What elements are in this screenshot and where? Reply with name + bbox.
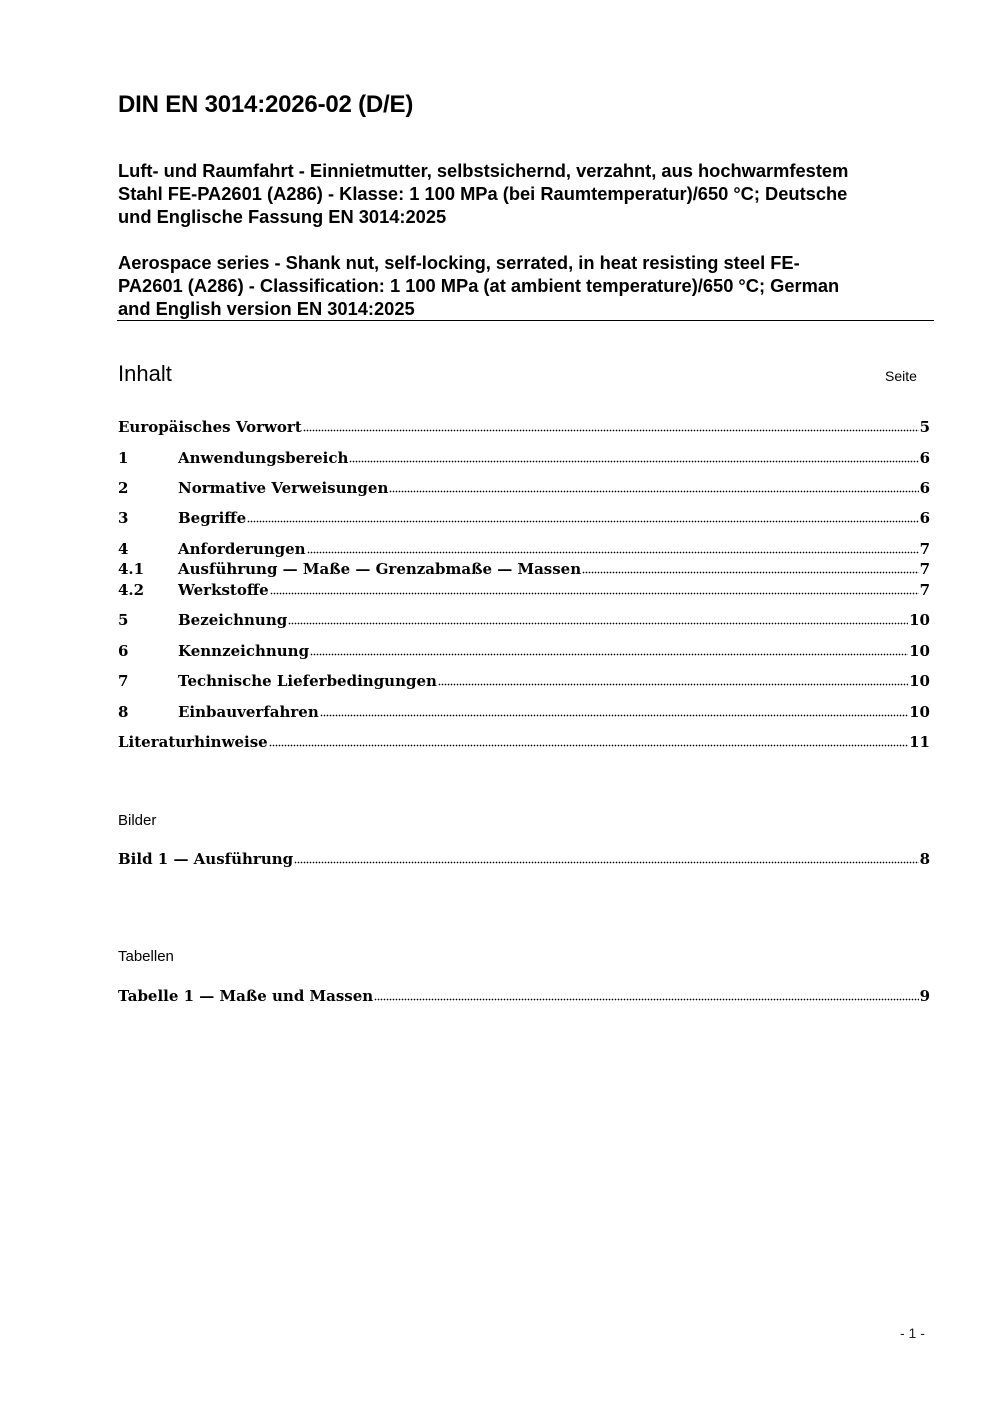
toc-leader-dots	[247, 520, 918, 523]
toc-leader-dots	[288, 622, 908, 625]
toc-leader-dots	[374, 998, 918, 1001]
toc-entry-label: Normative Verweisungen	[178, 479, 389, 497]
toc-entry-number: 5	[118, 611, 129, 629]
toc-entry-label: Anwendungsbereich	[178, 449, 349, 467]
toc-entry-page: 7	[919, 560, 930, 578]
toc-entry-number: 4.2	[118, 581, 145, 599]
toc-entry-page: 7	[919, 540, 930, 558]
toc-leader-dots	[349, 460, 918, 463]
toc-entry-page: 6	[919, 509, 930, 527]
toc-entry[interactable]	[118, 641, 930, 661]
toc-entry-number: 1	[118, 449, 129, 467]
toc-entry-label: Anforderungen	[178, 540, 306, 558]
toc-entry-label: Technische Lieferbedingungen	[178, 672, 437, 690]
toc-entry[interactable]	[118, 610, 930, 630]
tables-heading: Tabellen	[118, 948, 174, 965]
toc-leader-dots	[307, 551, 919, 554]
toc-entry[interactable]	[118, 732, 930, 752]
toc-entry-label: Kennzeichnung	[178, 642, 310, 660]
figure-entry[interactable]	[118, 849, 930, 869]
toc-entry-label: Werkstoffe	[178, 581, 269, 599]
toc-entry-number: 8	[118, 703, 129, 721]
title-english	[118, 251, 934, 320]
title-de-line: Luft- und Raumfahrt - Einnietmutter, selbstsichernd, verzahnt, aus hochwarmfestem	[118, 160, 849, 181]
toc-leader-dots	[303, 429, 919, 432]
figure-entry-page: 8	[919, 850, 930, 868]
page-number: - 1 -	[900, 1325, 925, 1341]
toc-leader-dots	[294, 861, 918, 864]
toc-entry[interactable]	[118, 539, 930, 559]
toc-entry[interactable]	[118, 508, 930, 528]
toc-leader-dots	[320, 714, 908, 717]
toc-entry-page: 10	[909, 611, 930, 629]
toc-entry-number: 4.1	[118, 560, 145, 578]
toc-entry-page: 11	[909, 733, 930, 751]
figure-entry-label: Bild 1 — Ausführung	[118, 850, 294, 868]
toc-entry-page: 6	[919, 449, 930, 467]
toc-entry-page: 5	[919, 418, 930, 436]
document-id: DIN EN 3014:2026-02 (D/E)	[118, 91, 414, 118]
toc-entry-label: Bezeichnung	[178, 611, 288, 629]
table-entry[interactable]	[118, 986, 930, 1006]
title-en-line: and English version EN 3014:2025	[118, 298, 415, 319]
toc-entry[interactable]	[118, 478, 930, 498]
toc-entry-number: 3	[118, 509, 129, 527]
toc-entry-label: Einbauverfahren	[178, 703, 319, 721]
title-en-line: Aerospace series - Shank nut, self-locking, serrated, in heat resisting steel FE-	[118, 252, 800, 273]
toc-entry-page: 10	[909, 672, 930, 690]
toc-entry-number: 4	[118, 540, 129, 558]
toc-heading: Inhalt	[118, 361, 172, 386]
title-de-line: und Englische Fassung EN 3014:2025	[118, 206, 447, 227]
toc-entry-number: 6	[118, 642, 129, 660]
toc-entry[interactable]	[118, 702, 930, 722]
toc-entry-number: 7	[118, 672, 129, 690]
toc-entry-label: Ausführung — Maße — Grenzabmaße — Massen	[178, 560, 582, 578]
toc-entry[interactable]	[118, 417, 930, 437]
toc-entry-page: 10	[909, 703, 930, 721]
figures-heading: Bilder	[118, 812, 157, 829]
toc-entry-number: 2	[118, 479, 129, 497]
toc-entry-label: Begriffe	[178, 509, 247, 527]
title-en-line: PA2601 (A286) - Classification: 1 100 MPa (at ambient temperature)/650 °C; German	[118, 275, 840, 296]
toc-entry[interactable]	[118, 671, 930, 691]
toc-entry[interactable]	[118, 559, 930, 579]
toc-leader-dots	[582, 571, 918, 574]
table-entry-label: Tabelle 1 — Maße und Massen	[118, 987, 374, 1005]
toc-leader-dots	[269, 744, 908, 747]
toc-entry-label: Europäisches Vorwort	[118, 418, 302, 436]
toc-entry-page: 7	[919, 581, 930, 599]
toc-leader-dots	[438, 683, 908, 686]
toc-leader-dots	[389, 490, 918, 493]
toc-entry-label: Literaturhinweise	[118, 733, 268, 751]
toc-entry[interactable]	[118, 580, 930, 600]
title-de-line: Stahl FE-PA2601 (A286) - Klasse: 1 100 MPa (bei Raumtemperatur)/650 °C; Deutsche	[118, 183, 848, 204]
toc-page-column-label: Seite	[885, 368, 917, 384]
toc-entry-page: 10	[909, 642, 930, 660]
toc-entry-page: 6	[919, 479, 930, 497]
toc-entry[interactable]	[118, 448, 930, 468]
title-german	[118, 159, 934, 228]
table-entry-page: 9	[919, 987, 930, 1005]
title-divider	[117, 320, 934, 321]
toc-leader-dots	[270, 592, 919, 595]
toc-leader-dots	[310, 653, 908, 656]
